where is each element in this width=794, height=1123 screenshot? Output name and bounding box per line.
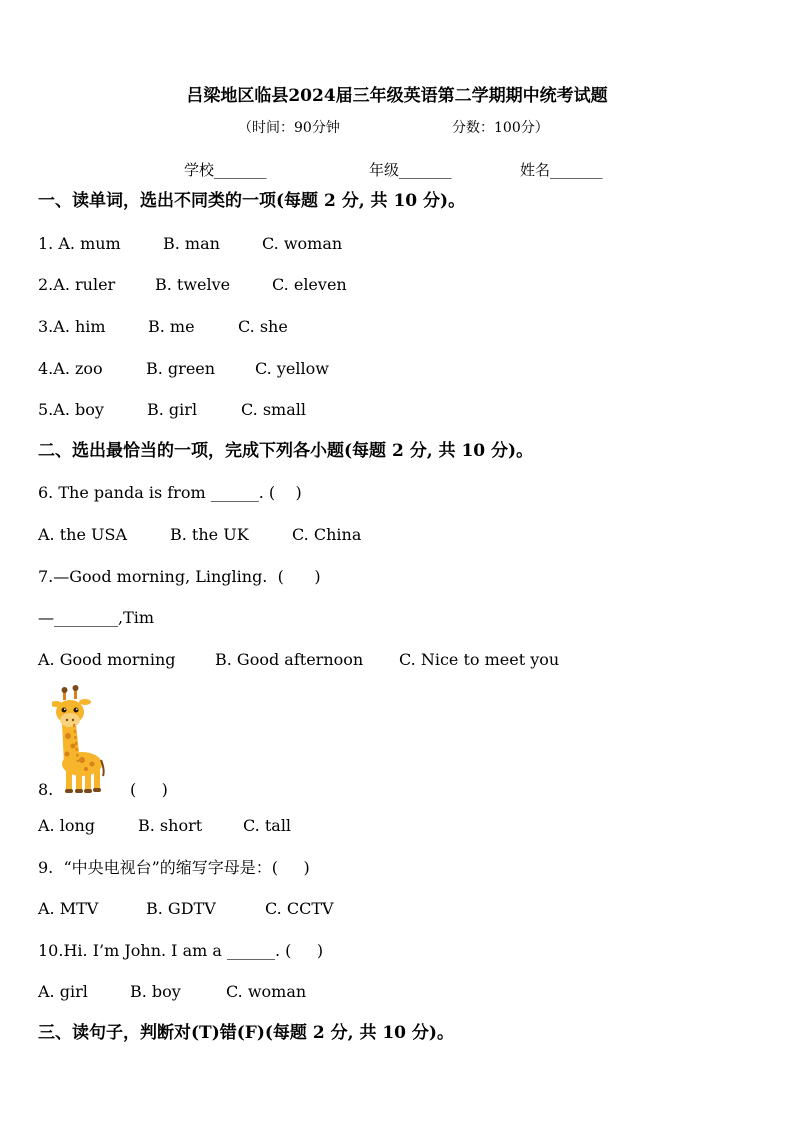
q5-option-c: C. small — [241, 400, 306, 419]
q8-number: 8. — [38, 780, 54, 799]
q5-option-b: B. girl — [147, 400, 198, 419]
q10-option-a: A. girl — [38, 982, 88, 1001]
q6-option-c: C. China — [292, 525, 362, 544]
q4-option-b: B. green — [146, 359, 216, 378]
q10-option-b: B. boy — [130, 982, 181, 1001]
q3-option-c: C. she — [238, 317, 288, 336]
q1-option-a: 1. A. mum — [38, 234, 121, 253]
grade-field: 年级_______ — [369, 161, 452, 179]
q2-option-a: 2.A. ruler — [38, 275, 116, 294]
q5-option-a: 5.A. boy — [38, 400, 104, 419]
q2-option-c: C. eleven — [272, 275, 347, 294]
page-title: 吕梁地区临县2024届三年级英语第二学期期中统考试题 — [186, 86, 608, 106]
q8-paren: ( ) — [130, 780, 168, 799]
school-field: 学校_______ — [184, 161, 267, 179]
section-1-heading: 一、读单词，选出不同类的一项(每题 2 分, 共 10 分)。 — [38, 191, 466, 211]
q7-option-b: B. Good afternoon — [215, 650, 364, 669]
q7-option-c: C. Nice to meet you — [399, 650, 560, 669]
giraffe-image — [52, 684, 106, 796]
section-2-heading: 二、选出最恰当的一项，完成下列各小题(每题 2 分, 共 10 分)。 — [38, 441, 534, 461]
q9-option-b: B. GDTV — [146, 899, 216, 918]
q3-option-b: B. me — [148, 317, 195, 336]
q8-option-b: B. short — [138, 816, 203, 835]
q7-stem: 7.—Good morning, Lingling. ( ) — [38, 567, 321, 586]
q10-option-c: C. woman — [226, 982, 307, 1001]
q4-option-c: C. yellow — [255, 359, 329, 378]
exam-score: 分数：100分） — [452, 120, 549, 136]
q6-stem: 6. The panda is from ______. ( ) — [38, 483, 302, 502]
q1-option-b: B. man — [163, 234, 220, 253]
q7-reply: —________,Tim — [38, 608, 155, 627]
q1-option-c: C. woman — [262, 234, 343, 253]
q2-option-b: B. twelve — [155, 275, 231, 294]
q9-stem: 9. “中央电视台”的缩写字母是：( ) — [38, 858, 310, 877]
q7-option-a: A. Good morning — [38, 650, 176, 669]
section-3-heading: 三、读句子，判断对(T)错(F)(每题 2 分, 共 10 分)。 — [38, 1023, 454, 1043]
q9-option-a: A. MTV — [38, 899, 99, 918]
exam-time: （时间：90分钟 — [238, 120, 340, 136]
q8-option-a: A. long — [38, 816, 96, 835]
q6-option-b: B. the UK — [170, 525, 249, 544]
name-field: 姓名_______ — [520, 161, 603, 179]
q8-option-c: C. tall — [243, 816, 292, 835]
q10-stem: 10.Hi. I’m John. I am a ______. ( ) — [38, 941, 324, 960]
q6-option-a: A. the USA — [38, 525, 128, 544]
q4-option-a: 4.A. zoo — [38, 359, 103, 378]
q3-option-a: 3.A. him — [38, 317, 106, 336]
q9-option-c: C. CCTV — [265, 899, 334, 918]
